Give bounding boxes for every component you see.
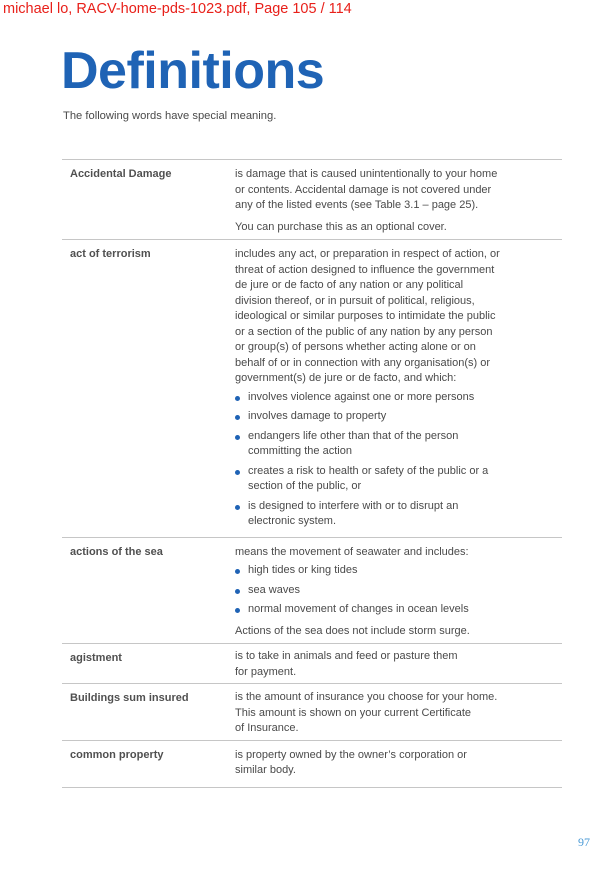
text-line: electronic system. (248, 515, 337, 527)
definition-term: Buildings sum insured (70, 692, 189, 704)
definition-row (62, 644, 562, 684)
text-line: is designed to interfere with or to disrupt an (248, 499, 459, 512)
text-line: You can purchase this as an optional cover. (235, 220, 447, 233)
text-line: de jure or de facto of any nation or any political (235, 279, 464, 291)
list-item (235, 563, 553, 579)
list-item (235, 583, 553, 599)
definition-term: actions of the sea (70, 545, 163, 558)
text-line: high tides or king tides (248, 564, 358, 576)
page-title: Definitions (61, 42, 325, 100)
definition-row (62, 538, 562, 645)
definition-term: common property (70, 748, 164, 761)
text-line: endangers life other than that of the person (248, 429, 459, 442)
bullet-icon (235, 569, 240, 574)
text-line: is property owned by the owner’s corporation or (235, 748, 467, 761)
bullet-icon (235, 470, 240, 475)
bullet-icon (235, 589, 240, 594)
text-line: normal movement of changes in ocean levels (248, 603, 469, 615)
list-item (235, 390, 553, 406)
text-line: committing the action (248, 445, 352, 457)
bullet-list (235, 563, 553, 618)
document-header-note: michael lo, RACV-home-pds-1023.pdf, Page 105 / 114 (3, 1, 352, 17)
text-line: sea waves (248, 583, 300, 596)
text-line: similar body. (235, 764, 296, 776)
text-line: means the movement of seawater and includes: (235, 545, 469, 558)
definition-body (235, 545, 553, 640)
list-item (235, 499, 553, 530)
text-line: is to take in animals and feed or pasture them (235, 650, 458, 662)
bullet-list (235, 390, 553, 530)
intro-text: The following words have special meaning. (63, 110, 277, 122)
definition-body (235, 247, 553, 530)
definition-text (235, 220, 553, 236)
definition-body (235, 649, 553, 680)
definition-term: agistment (70, 652, 122, 664)
definition-text (235, 748, 553, 779)
text-line: threat of action designed to influence the government (235, 263, 495, 276)
definition-row (62, 741, 562, 788)
text-line: Actions of the sea does not include storm surge. (235, 624, 470, 637)
bullet-icon (235, 608, 240, 613)
text-line: includes any act, or preparation in respect of action, or (235, 248, 500, 260)
definition-text (235, 545, 553, 561)
text-line: involves violence against one or more persons (248, 390, 475, 403)
text-line: involves damage to property (248, 410, 387, 422)
definition-term: act of terrorism (70, 248, 151, 260)
definitions-table (62, 159, 562, 788)
definition-body (235, 748, 553, 779)
text-line: of Insurance. (235, 722, 299, 734)
text-line: or a section of the public of any nation by any person (235, 325, 493, 338)
definition-text (235, 167, 553, 214)
bullet-icon (235, 415, 240, 420)
text-line: government(s) de jure or de facto, and which: (235, 372, 457, 384)
text-line: division thereof, or in pursuit of political, religious, (235, 294, 475, 307)
bullet-icon (235, 396, 240, 401)
text-line: behalf of or in connection with any organisation(s) or (235, 356, 490, 369)
definition-body (235, 167, 553, 235)
text-line: This amount is shown on your current Certificate (235, 706, 471, 719)
definition-term: Accidental Damage (70, 168, 172, 180)
definition-text (235, 690, 553, 737)
list-item (235, 602, 553, 618)
bullet-icon (235, 505, 240, 510)
text-line: or group(s) of persons whether acting alone or on (235, 341, 476, 353)
list-item (235, 464, 553, 495)
definition-row (62, 684, 562, 741)
definition-row (62, 240, 562, 538)
text-line: section of the public, or (248, 480, 362, 492)
text-line: or contents. Accidental damage is not covered under (235, 183, 492, 196)
definition-text (235, 247, 553, 387)
list-item (235, 429, 553, 460)
text-line: ideological or similar purposes to intimidate the public (235, 310, 496, 322)
text-line: is the amount of insurance you choose for your home. (235, 691, 498, 703)
bullet-icon (235, 435, 240, 440)
definition-text (235, 624, 553, 640)
definition-body (235, 690, 553, 737)
list-item (235, 409, 553, 425)
text-line: any of the listed events (see Table 3.1 – page 25). (235, 199, 479, 211)
page-number: 97 (578, 835, 590, 849)
text-line: creates a risk to health or safety of the public or a (248, 464, 489, 477)
text-line: for payment. (235, 665, 297, 678)
definition-text (235, 649, 553, 680)
text-line: is damage that is caused unintentionally to your home (235, 168, 498, 180)
definition-row (62, 160, 562, 240)
